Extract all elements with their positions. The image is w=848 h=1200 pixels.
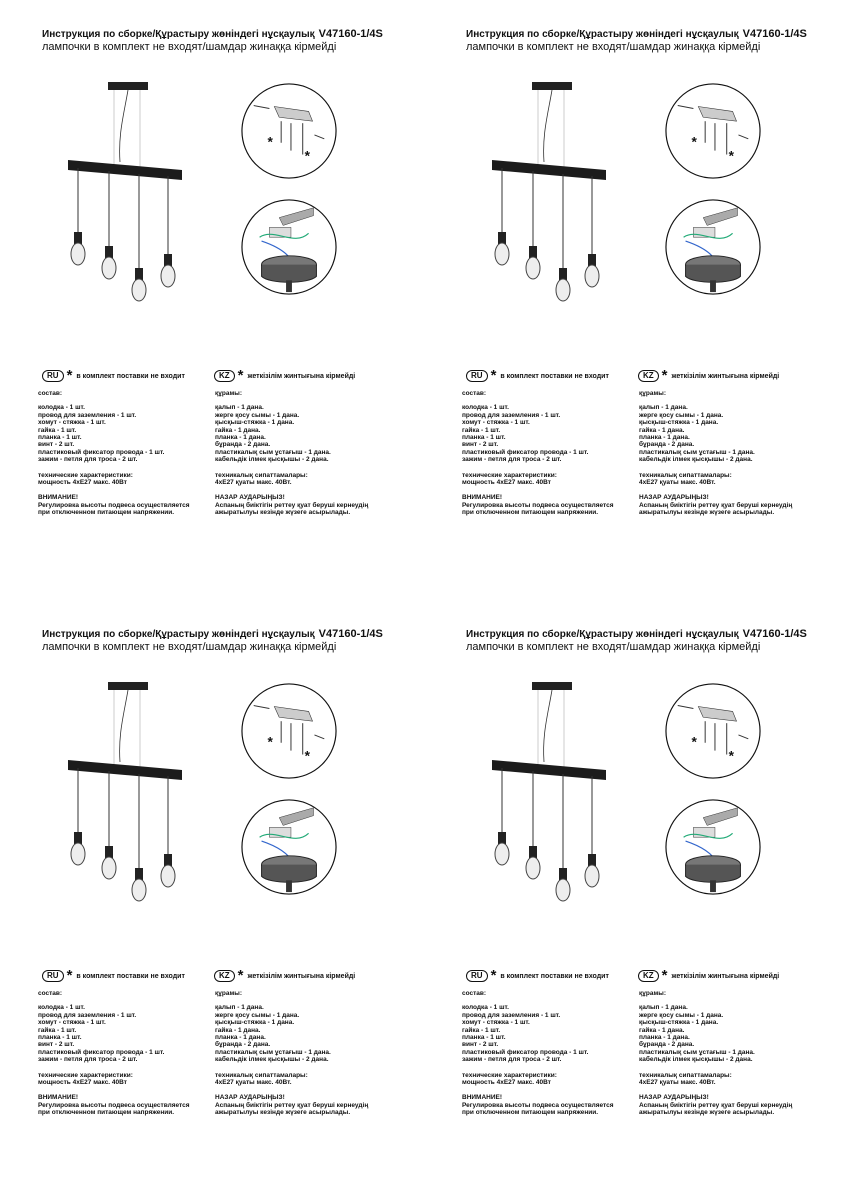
list-item: провод для заземления - 1 шт. <box>462 1011 561 1019</box>
list-item: қысқыш-стяжка - 1 дана. <box>639 419 719 427</box>
svg-text:*: * <box>691 134 697 150</box>
ru-specs-value: мощность 4хЕ27 макс. 40Вт <box>462 479 551 487</box>
list-item: планка - 1 шт. <box>462 434 506 442</box>
ru-not-included-legend: RU * в комплект поставки не входит <box>42 970 185 982</box>
ru-composition-title: состав: <box>38 990 63 997</box>
pendant-lamp-illustration <box>468 64 628 314</box>
kz-warning-text: ажыратылуы кезінде жүзеге асырылады. <box>639 1109 775 1117</box>
kz-warning-title: НАЗАР АУДАРЫҢЫЗ! <box>639 494 709 502</box>
list-item: пластикалық сым ұстағыш - 1 дана. <box>639 448 755 456</box>
ru-warning-title: ВНИМАНИЕ! <box>462 1094 503 1102</box>
ru-not-included-legend: RU * в комплект поставки не входит <box>466 370 609 382</box>
not-included-star-icon: * <box>66 367 73 384</box>
svg-text:*: * <box>267 134 273 150</box>
kz-composition-title: құрамы: <box>639 390 666 397</box>
kz-warning-text: ажыратылуы кезінде жүзеге асырылады. <box>215 509 351 517</box>
mounting-bracket-detail-icon <box>240 682 338 780</box>
list-item: пластикалық сым ұстағыш - 1 дана. <box>639 1048 755 1056</box>
list-item: гайка - 1 дана. <box>215 1026 261 1034</box>
ru-specs-value: мощность 4хЕ27 макс. 40Вт <box>462 1079 551 1087</box>
list-item: планка - 1 дана. <box>639 434 690 442</box>
list-item: жерге қосу сымы - 1 дана. <box>215 1011 300 1019</box>
ru-warning-text: Регулировка высоты подвеса осуществляется <box>462 1101 614 1109</box>
list-item: пластиковый фиксатор провода - 1 шт. <box>38 448 165 456</box>
list-item: хомут - стяжка - 1 шт. <box>462 419 530 427</box>
bulbs-not-included-note: лампочки в комплект не входят/шамдар жинаққа кірмейді <box>42 41 337 53</box>
list-item: жерге қосу сымы - 1 дана. <box>639 1011 724 1019</box>
list-item: қысқыш-стяжка - 1 дана. <box>215 419 295 427</box>
svg-text:*: * <box>728 148 735 164</box>
list-item: қалып - 1 дана. <box>215 1004 264 1012</box>
not-included-star-icon: * <box>490 367 497 384</box>
list-item: провод для заземления - 1 шт. <box>38 411 137 419</box>
kz-composition-title: құрамы: <box>215 390 242 397</box>
ru-composition-section <box>38 990 213 1117</box>
list-item: кабельдік ілмек қысқышы - 2 дана. <box>215 1056 329 1064</box>
kz-not-included-legend: KZ * жеткізілім жинтығына кірмейді <box>214 370 355 382</box>
list-item: гайка - 1 шт. <box>38 1026 77 1034</box>
ru-language-badge: RU <box>42 970 64 982</box>
kz-composition-title: құрамы: <box>215 990 242 997</box>
list-item: провод для заземления - 1 шт. <box>462 411 561 419</box>
list-item: винт - 2 шт. <box>38 1041 75 1049</box>
svg-text:*: * <box>267 734 273 750</box>
list-item: гайка - 1 шт. <box>462 426 501 434</box>
kz-composition-title: құрамы: <box>639 990 666 997</box>
pendant-lamp-illustration <box>44 664 204 914</box>
instruction-title: Инструкция по сборке/Құрастыру жөніндегі нұсқаулық V47160-1/4S <box>466 628 807 640</box>
list-item: жерге қосу сымы - 1 дана. <box>639 411 724 419</box>
ru-warning-text: при отключенном питающем напряжении. <box>462 509 599 517</box>
ru-composition-title: состав: <box>462 990 487 997</box>
list-item: планка - 1 шт. <box>38 1034 82 1042</box>
kz-composition-section <box>215 390 415 517</box>
canopy-wiring-detail-icon <box>240 798 338 896</box>
ru-warning-title: ВНИМАНИЕ! <box>38 1094 79 1102</box>
model-number: V47160-1/4S <box>742 28 807 40</box>
list-item: қысқыш-стяжка - 1 дана. <box>639 1019 719 1027</box>
not-included-star-icon: * <box>661 967 668 984</box>
list-item: хомут - стяжка - 1 шт. <box>38 1019 106 1027</box>
kz-specs-value: 4хЕ27 қуаты макс. 40Вт. <box>215 479 292 487</box>
kz-specs-title: техникалық сипаттамалары: <box>215 1071 308 1079</box>
instruction-panel-2 <box>424 0 848 600</box>
list-item: хомут - стяжка - 1 шт. <box>38 419 106 427</box>
svg-text:*: * <box>728 748 735 764</box>
svg-text:*: * <box>304 748 311 764</box>
list-item: бұранда - 2 дана. <box>639 1041 695 1049</box>
instruction-panel-1 <box>0 0 424 600</box>
ru-composition-section <box>38 390 213 517</box>
list-item: қысқыш-стяжка - 1 дана. <box>215 1019 295 1027</box>
instruction-panel-3 <box>0 600 424 1200</box>
kz-warning-title: НАЗАР АУДАРЫҢЫЗ! <box>215 494 285 502</box>
list-item: кабельдік ілмек қысқышы - 2 дана. <box>215 456 329 464</box>
ru-warning-text: Регулировка высоты подвеса осуществляется <box>38 501 190 509</box>
kz-warning-text: Аспаның биіктігін реттеу қуат беруші кернеудің <box>639 1101 793 1109</box>
pendant-lamp-illustration <box>44 64 204 314</box>
instruction-title: Инструкция по сборке/Құрастыру жөніндегі нұсқаулық V47160-1/4S <box>466 28 807 40</box>
list-item: қалып - 1 дана. <box>639 404 688 412</box>
list-item: пластиковый фиксатор провода - 1 шт. <box>462 1048 589 1056</box>
ru-composition-title: состав: <box>38 390 63 397</box>
list-item: планка - 1 дана. <box>215 434 266 442</box>
list-item: кабельдік ілмек қысқышы - 2 дана. <box>639 1056 753 1064</box>
list-item: жерге қосу сымы - 1 дана. <box>215 411 300 419</box>
kz-composition-section <box>639 990 839 1117</box>
list-item: зажим - петля для троса - 2 шт. <box>38 456 138 464</box>
ru-not-included-legend: RU * в комплект поставки не входит <box>42 370 185 382</box>
model-number: V47160-1/4S <box>742 628 807 640</box>
kz-specs-title: техникалық сипаттамалары: <box>639 471 732 479</box>
mounting-bracket-detail-icon <box>664 682 762 780</box>
ru-specs-title: технические характеристики: <box>462 1071 557 1079</box>
list-item: планка - 1 шт. <box>38 434 82 442</box>
ru-specs-title: технические характеристики: <box>462 471 557 479</box>
list-item: бұранда - 2 дана. <box>639 441 695 449</box>
kz-warning-text: Аспаның биіктігін реттеу қуат беруші кернеудің <box>215 501 369 509</box>
list-item: пластикалық сым ұстағыш - 1 дана. <box>215 1048 331 1056</box>
kz-language-badge: KZ <box>638 970 659 982</box>
list-item: колодка - 1 шт. <box>462 1004 509 1012</box>
list-item: гайка - 1 шт. <box>38 426 77 434</box>
ru-warning-text: при отключенном питающем напряжении. <box>38 1109 175 1117</box>
ru-warning-text: при отключенном питающем напряжении. <box>462 1109 599 1117</box>
ru-specs-title: технические характеристики: <box>38 471 133 479</box>
list-item: бұранда - 2 дана. <box>215 1041 271 1049</box>
kz-specs-value: 4хЕ27 қуаты макс. 40Вт. <box>639 479 716 487</box>
list-item: бұранда - 2 дана. <box>215 441 271 449</box>
ru-language-badge: RU <box>466 970 488 982</box>
model-number: V47160-1/4S <box>318 28 383 40</box>
not-included-star-icon: * <box>490 967 497 984</box>
kz-composition-section <box>639 390 839 517</box>
ru-warning-title: ВНИМАНИЕ! <box>462 494 503 502</box>
list-item: зажим - петля для троса - 2 шт. <box>462 456 562 464</box>
kz-warning-title: НАЗАР АУДАРЫҢЫЗ! <box>215 1094 285 1102</box>
ru-composition-section <box>462 390 637 517</box>
ru-specs-value: мощность 4хЕ27 макс. 40Вт <box>38 1079 127 1087</box>
kz-warning-text: Аспаның биіктігін реттеу қуат беруші кернеудің <box>639 501 793 509</box>
not-included-star-icon: * <box>237 967 244 984</box>
list-item: пластиковый фиксатор провода - 1 шт. <box>38 1048 165 1056</box>
list-item: қалып - 1 дана. <box>215 404 264 412</box>
list-item: планка - 1 шт. <box>462 1034 506 1042</box>
list-item: қалып - 1 дана. <box>639 1004 688 1012</box>
canopy-wiring-detail-icon <box>664 198 762 296</box>
kz-language-badge: KZ <box>214 370 235 382</box>
list-item: гайка - 1 дана. <box>215 426 261 434</box>
ru-warning-text: Регулировка высоты подвеса осуществляется <box>38 1101 190 1109</box>
not-included-star-icon: * <box>237 367 244 384</box>
kz-warning-text: ажыратылуы кезінде жүзеге асырылады. <box>215 1109 351 1117</box>
model-number: V47160-1/4S <box>318 628 383 640</box>
kz-specs-value: 4хЕ27 қуаты макс. 40Вт. <box>215 1079 292 1087</box>
kz-warning-title: НАЗАР АУДАРЫҢЫЗ! <box>639 1094 709 1102</box>
kz-language-badge: KZ <box>638 370 659 382</box>
instruction-panel-4 <box>424 600 848 1200</box>
canopy-wiring-detail-icon <box>664 798 762 896</box>
kz-not-included-legend: KZ * жеткізілім жинтығына кірмейді <box>638 970 779 982</box>
list-item: провод для заземления - 1 шт. <box>38 1011 137 1019</box>
list-item: зажим - петля для троса - 2 шт. <box>38 1056 138 1064</box>
ru-warning-text: Регулировка высоты подвеса осуществляется <box>462 501 614 509</box>
kz-composition-section <box>215 990 415 1117</box>
kz-specs-value: 4хЕ27 қуаты макс. 40Вт. <box>639 1079 716 1087</box>
list-item: хомут - стяжка - 1 шт. <box>462 1019 530 1027</box>
list-item: колодка - 1 шт. <box>462 404 509 412</box>
kz-specs-title: техникалық сипаттамалары: <box>215 471 308 479</box>
pendant-lamp-illustration <box>468 664 628 914</box>
svg-text:*: * <box>691 734 697 750</box>
ru-warning-title: ВНИМАНИЕ! <box>38 494 79 502</box>
ru-not-included-legend: RU * в комплект поставки не входит <box>466 970 609 982</box>
ru-language-badge: RU <box>466 370 488 382</box>
svg-text:*: * <box>304 148 311 164</box>
list-item: пластиковый фиксатор провода - 1 шт. <box>462 448 589 456</box>
list-item: винт - 2 шт. <box>462 441 499 449</box>
canopy-wiring-detail-icon <box>240 198 338 296</box>
kz-specs-title: техникалық сипаттамалары: <box>639 1071 732 1079</box>
mounting-bracket-detail-icon <box>664 82 762 180</box>
ru-composition-title: состав: <box>462 390 487 397</box>
list-item: планка - 1 дана. <box>639 1034 690 1042</box>
mounting-bracket-detail-icon <box>240 82 338 180</box>
list-item: кабельдік ілмек қысқышы - 2 дана. <box>639 456 753 464</box>
list-item: гайка - 1 дана. <box>639 426 685 434</box>
kz-language-badge: KZ <box>214 970 235 982</box>
list-item: гайка - 1 дана. <box>639 1026 685 1034</box>
ru-specs-title: технические характеристики: <box>38 1071 133 1079</box>
list-item: планка - 1 дана. <box>215 1034 266 1042</box>
bulbs-not-included-note: лампочки в комплект не входят/шамдар жинаққа кірмейді <box>466 641 761 653</box>
list-item: винт - 2 шт. <box>462 1041 499 1049</box>
bulbs-not-included-note: лампочки в комплект не входят/шамдар жинаққа кірмейді <box>42 641 337 653</box>
ru-specs-value: мощность 4хЕ27 макс. 40Вт <box>38 479 127 487</box>
bulbs-not-included-note: лампочки в комплект не входят/шамдар жинаққа кірмейді <box>466 41 761 53</box>
instruction-title: Инструкция по сборке/Құрастыру жөніндегі нұсқаулық V47160-1/4S <box>42 28 383 40</box>
list-item: пластикалық сым ұстағыш - 1 дана. <box>215 448 331 456</box>
ru-warning-text: при отключенном питающем напряжении. <box>38 509 175 517</box>
instruction-title: Инструкция по сборке/Құрастыру жөніндегі нұсқаулық V47160-1/4S <box>42 628 383 640</box>
not-included-star-icon: * <box>661 367 668 384</box>
list-item: зажим - петля для троса - 2 шт. <box>462 1056 562 1064</box>
list-item: винт - 2 шт. <box>38 441 75 449</box>
kz-not-included-legend: KZ * жеткізілім жинтығына кірмейді <box>214 970 355 982</box>
kz-warning-text: Аспаның биіктігін реттеу қуат беруші кернеудің <box>215 1101 369 1109</box>
kz-not-included-legend: KZ * жеткізілім жинтығына кірмейді <box>638 370 779 382</box>
list-item: колодка - 1 шт. <box>38 404 85 412</box>
ru-language-badge: RU <box>42 370 64 382</box>
list-item: колодка - 1 шт. <box>38 1004 85 1012</box>
ru-composition-section <box>462 990 637 1117</box>
list-item: гайка - 1 шт. <box>462 1026 501 1034</box>
not-included-star-icon: * <box>66 967 73 984</box>
kz-warning-text: ажыратылуы кезінде жүзеге асырылады. <box>639 509 775 517</box>
